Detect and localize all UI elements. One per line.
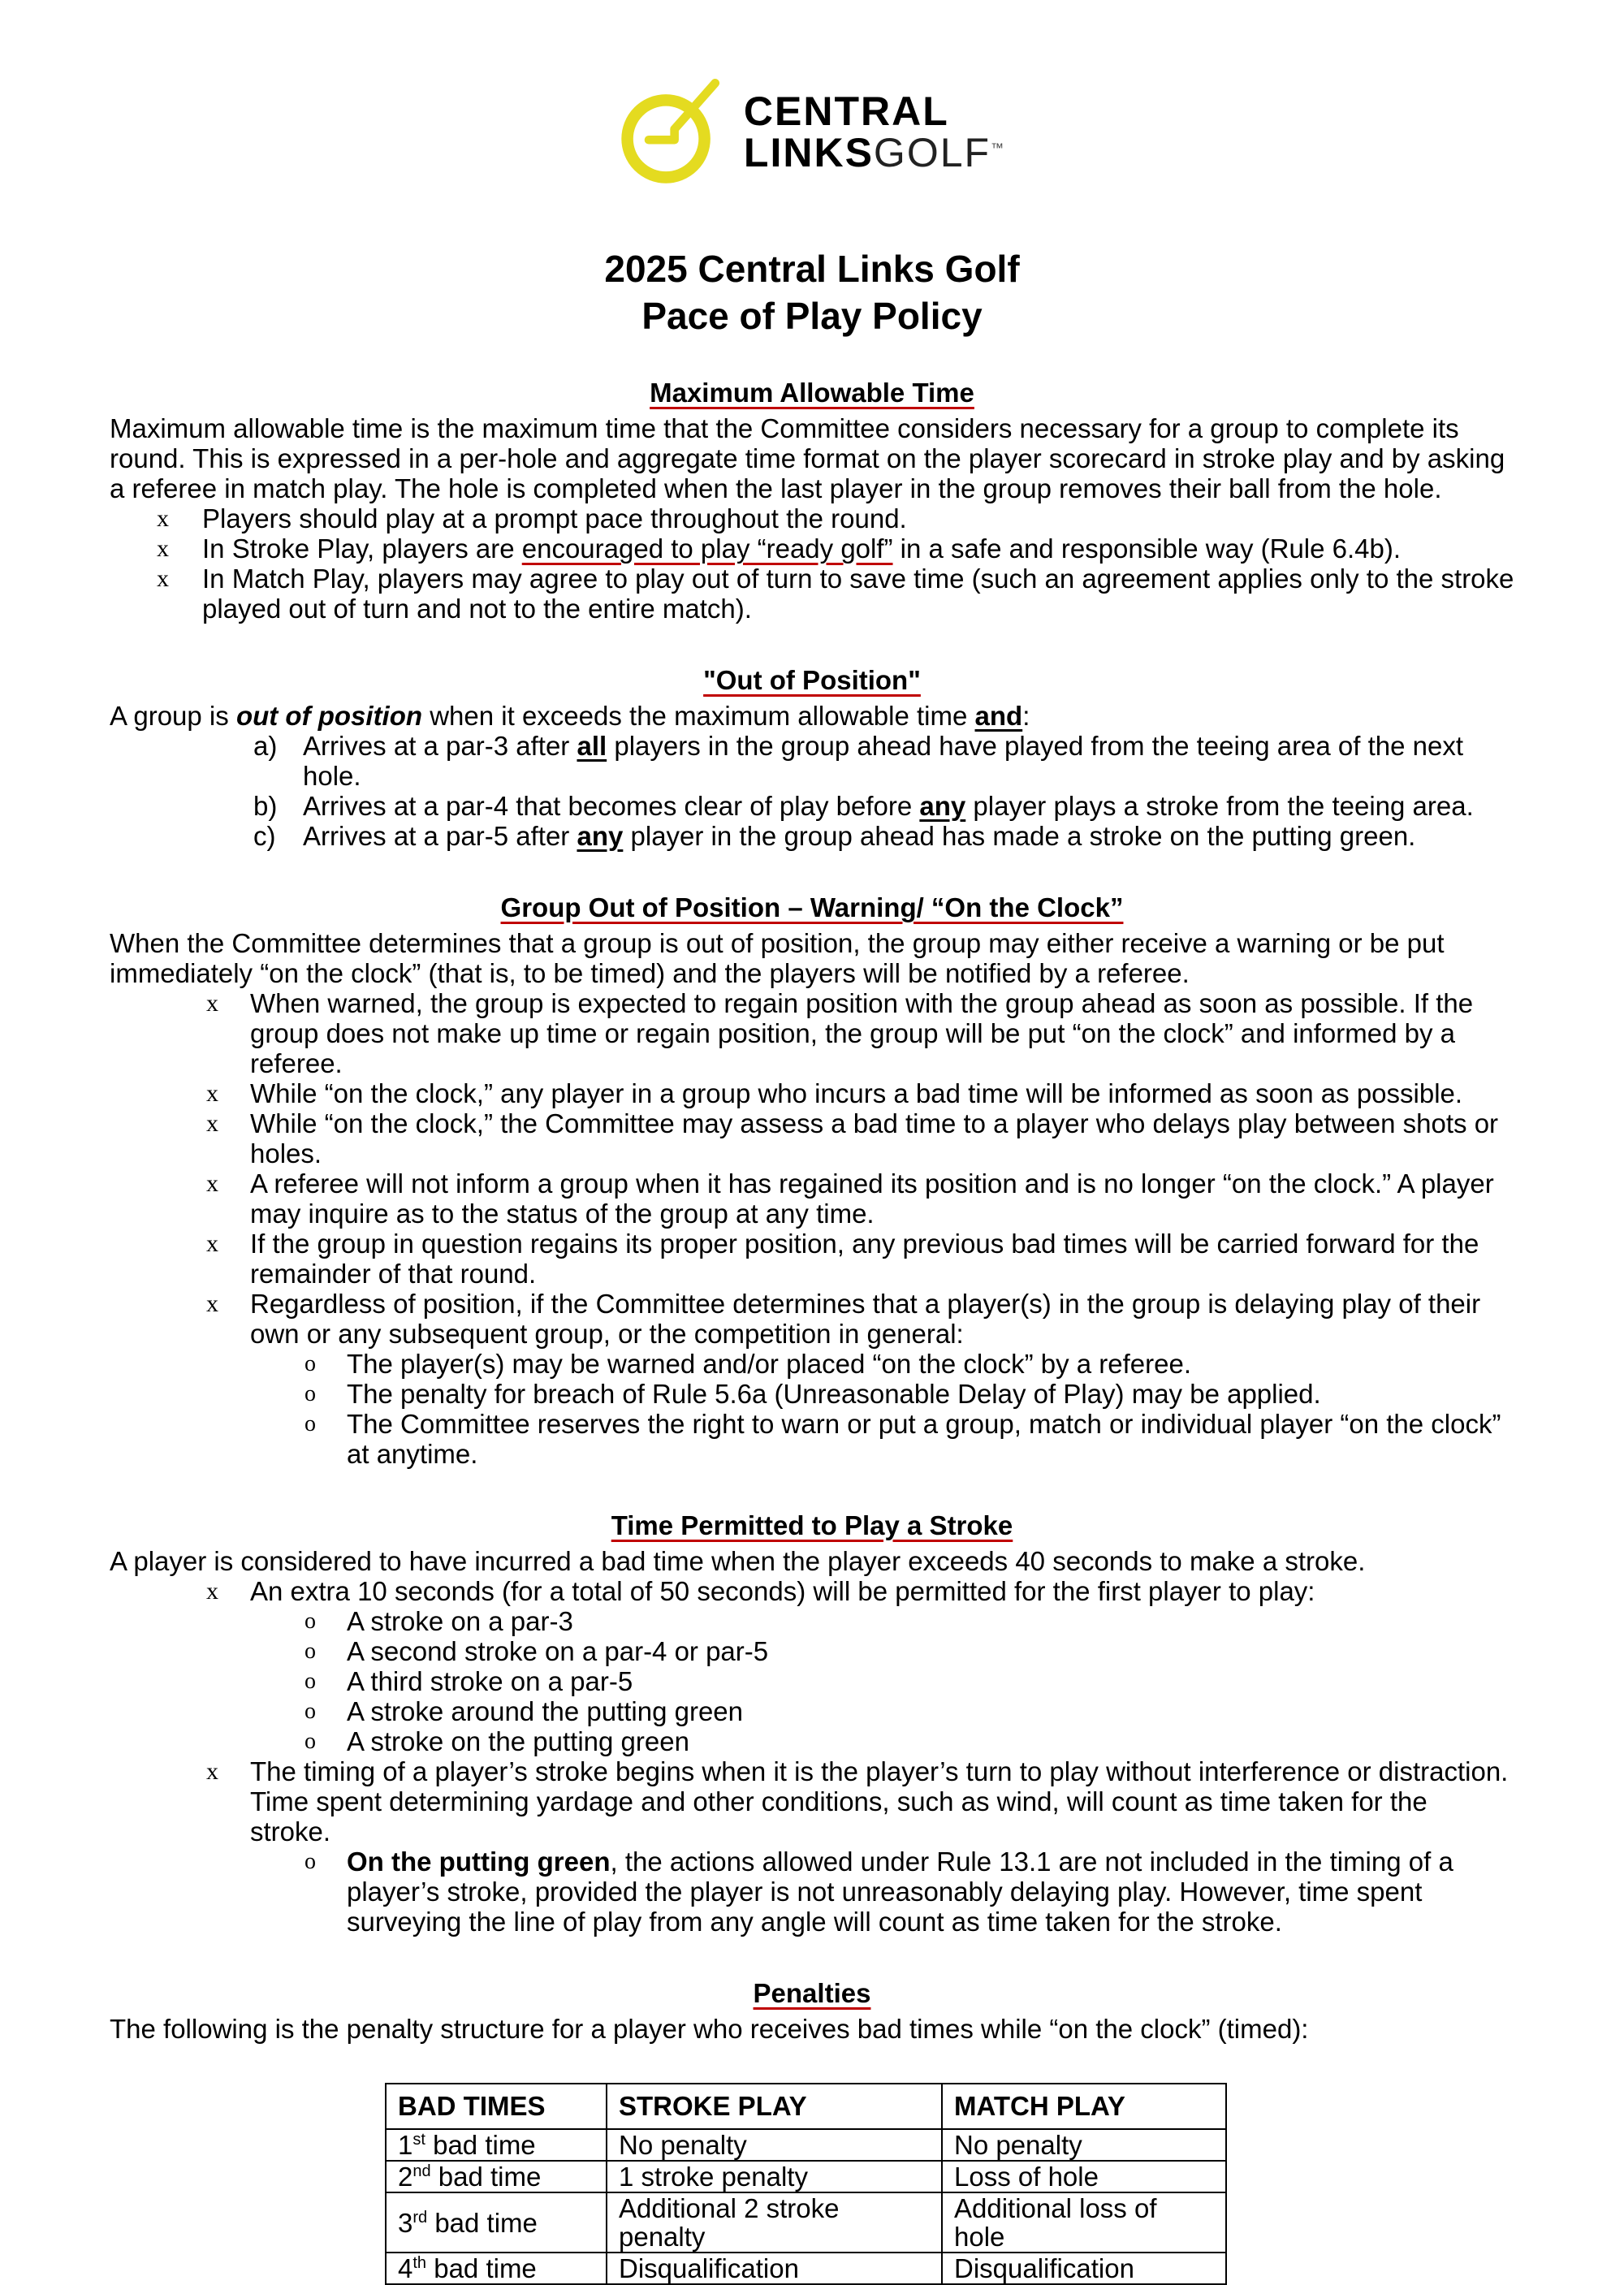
table-row [386,2161,1226,2192]
paragraph: The following is the penalty structure for a player who receives bad times while “on the clock” (timed): [110,2014,1309,2044]
list-label: b) [253,791,278,821]
bullet-marker: x [157,505,169,532]
title-line-2: Pace of Play Policy [641,295,983,337]
section-heading: Penalties [753,1978,871,2008]
underlined-phrase: encouraged to play “ready golf” [521,533,893,564]
list-item-text: Arrives at a par-5 after any player in the group ahead has made a stroke on the putting green. [303,821,1416,851]
list-item-text: A stroke on the putting green [347,1726,689,1756]
list-item-text: The timing of a player’s stroke begins when it is the player’s turn to play without interference or distraction. Time spent determining yardage and other conditions, such as wind, will count as time taken for the stroke. [250,1756,1509,1847]
list-item [110,1576,1514,1606]
paragraph: A player is considered to have incurred a bad time when the player exceeds 40 seconds to make a stroke. [110,1546,1366,1576]
cell-match-play: No penalty [942,2129,1226,2161]
sub-list-item [110,1606,1514,1636]
table-row [386,2192,1226,2253]
cell-match-play: Disqualification [942,2253,1226,2284]
list-item-text: An extra 10 seconds (for a total of 50 seconds) will be permitted for the first player to play: [250,1576,1315,1606]
emphasis-and: and [974,701,1023,731]
logo-golf: GOLF [873,129,991,175]
sub-list-item [110,1666,1514,1696]
list-item [110,1078,1514,1108]
list-item-text: While “on the clock,” any player in a group who incurs a bad time will be informed as soon as possible. [250,1078,1463,1108]
sub-list-item [110,1696,1514,1726]
section-heading: Time Permitted to Play a Stroke [611,1510,1013,1540]
list-item-text: While “on the clock,” the Committee may assess a bad time to a player who delays play between shots or holes. [250,1108,1499,1168]
sub-list-item [110,1726,1514,1756]
bullet-marker: x [206,1110,218,1137]
list-item-text: Arrives at a par-3 after all players in the group ahead have played from the teeing area of the next hole. [303,731,1464,791]
sub-list-item [110,1379,1514,1409]
list-item-text: A second stroke on a par-4 or par-5 [347,1636,769,1666]
circle-bullet-marker: o [304,1381,316,1406]
bullet-marker: x [206,1578,218,1605]
logo-line1: CENTRAL [743,88,949,134]
emphasis-putting-green: On the putting green [347,1847,611,1877]
list-item [110,533,1514,564]
document-title [110,245,1514,339]
paragraph: A group is out of position when it exceeds the maximum allowable time and: [110,701,1030,731]
cell-bad-times: 3rd bad time [386,2192,607,2253]
list-item-text: A stroke on a par-3 [347,1606,573,1636]
section-penalties [110,1977,1514,2285]
circle-bullet-marker: o [304,1351,316,1376]
list-item-text: The penalty for breach of Rule 5.6a (Unreasonable Delay of Play) may be applied. [347,1379,1321,1409]
list-item [110,731,1514,791]
circle-bullet-marker: o [304,1729,316,1754]
section-heading: Maximum Allowable Time [650,378,974,408]
bullet-marker: x [206,1080,218,1107]
list-item [110,1108,1514,1168]
logo-links: LINKS [743,129,874,175]
column-header-bad-times: BAD TIMES [386,2084,607,2129]
emphasis-word: any [919,791,966,821]
cell-match-play: Loss of hole [942,2161,1226,2192]
list-item-text: When warned, the group is expected to regain position with the group ahead as soon as possible. If the group does not make up time or regain position, the group will be put “on the clock” and informed by a referee. [250,988,1474,1078]
penalty-table [385,2083,1227,2285]
circle-bullet-marker: o [304,1411,316,1436]
cell-match-play: Additional loss of hole [942,2192,1226,2253]
section-out-of-position [110,664,1514,851]
section-heading: Group Out of Position – Warning/ “On the Clock” [500,892,1124,922]
bullet-marker: x [157,535,169,562]
cell-bad-times: 2nd bad time [386,2161,607,2192]
emphasis-word: any [577,821,624,851]
table-row [386,2129,1226,2161]
list-item [110,503,1514,533]
list-item [110,988,1514,1078]
paragraph: Maximum allowable time is the maximum time that the Committee considers necessary for a group to complete its round. This is expressed in a per-hole and aggregate time format on the player scorecard in stroke play and by asking a referee in match play. The hole is completed when the last player in the group removes their ball from the hole. [110,413,1505,503]
cell-stroke-play: 1 stroke penalty [607,2161,942,2192]
list-item [110,564,1514,624]
list-item-text: Players should play at a prompt pace throughout the round. [202,503,907,533]
circle-bullet-marker: o [304,1639,316,1664]
list-item [110,1168,1514,1229]
list-item-text: The player(s) may be warned and/or placed “on the clock” by a referee. [347,1349,1192,1379]
paragraph: When the Committee determines that a group is out of position, the group may either receive a warning or be put immediately “on the clock” (that is, to be timed) and the players will be notified by a referee. [110,928,1445,988]
cell-stroke-play: Disqualification [607,2253,942,2284]
list-item [110,1229,1514,1289]
title-line-1: 2025 Central Links Golf [604,248,1020,290]
sub-list-item [110,1847,1514,1937]
bullet-marker: x [206,1230,218,1257]
central-links-golf-logo [110,77,1514,187]
circle-bullet-marker: o [304,1669,316,1694]
bullet-marker: x [206,1170,218,1197]
logo-wordmark [743,88,1006,175]
cell-bad-times: 1st bad time [386,2129,607,2161]
list-item-text: If the group in question regains its proper position, any previous bad times will be carried forward for the remainder of that round. [250,1229,1479,1289]
sub-list-item [110,1636,1514,1666]
bullet-marker: x [157,565,169,592]
logo-line2 [743,129,1006,175]
column-header-match-play: MATCH PLAY [942,2084,1226,2129]
penalty-table-header-row [386,2084,1226,2129]
circle-bullet-marker: o [304,1849,316,1874]
list-item-text: Arrives at a par-4 that becomes clear of play before any player plays a stroke from the teeing area. [303,791,1474,821]
list-item-text: On the putting green, the actions allowed under Rule 13.1 are not included in the timing of a player’s stroke, provided the player is not unreasonably delaying play. However, time spent surveying the line of play from any angle will count as time taken for the stroke. [347,1847,1453,1937]
table-row [386,2253,1226,2284]
cell-bad-times: 4th bad time [386,2253,607,2284]
list-item [110,821,1514,851]
list-label: c) [253,821,276,851]
list-item-text: In Match Play, players may agree to play out of turn to save time (such an agreement applies only to the stroke played out of turn and not to the entire match). [202,564,1514,624]
list-item [110,1289,1514,1349]
cell-stroke-play: Additional 2 stroke penalty [607,2192,942,2253]
list-item-text: A third stroke on a par-5 [347,1666,633,1696]
section-heading: "Out of Position" [703,665,921,695]
list-item-text: Regardless of position, if the Committee determines that a player(s) in the group is delaying play of their own or any subsequent group, or the competition in general: [250,1289,1481,1349]
section-time-permitted [110,1510,1514,1937]
list-item [110,791,1514,821]
bullet-marker: x [206,990,218,1017]
cell-stroke-play: No penalty [607,2129,942,2161]
list-item-text: A stroke around the putting green [347,1696,744,1726]
list-item [110,1756,1514,1847]
emphasis-word: all [577,731,607,761]
bullet-marker: x [206,1290,218,1317]
section-group-out-of-position [110,892,1514,1469]
bullet-marker: x [206,1758,218,1785]
sub-list-item [110,1349,1514,1379]
circle-bullet-marker: o [304,1699,316,1724]
section-maximum-allowable-time [110,377,1514,624]
list-item-text: The Committee reserves the right to warn or put a group, match or individual player “on the clock” at anytime. [347,1409,1501,1469]
list-item-text: A referee will not inform a group when it has regained its position and is no longer “on the clock.” A player may inquire as to the status of the group at any time. [250,1168,1494,1229]
golf-circle-icon [619,79,726,186]
trademark-symbol: ™ [991,140,1006,155]
circle-bullet-marker: o [304,1609,316,1634]
emphasis-out-of-position: out of position [235,701,423,731]
list-label: a) [253,731,278,761]
column-header-stroke-play: STROKE PLAY [607,2084,942,2129]
list-item-text: In Stroke Play, players are encouraged to play “ready golf” in a safe and responsible way (Rule 6.4b). [202,533,1402,564]
sub-list-item [110,1409,1514,1469]
